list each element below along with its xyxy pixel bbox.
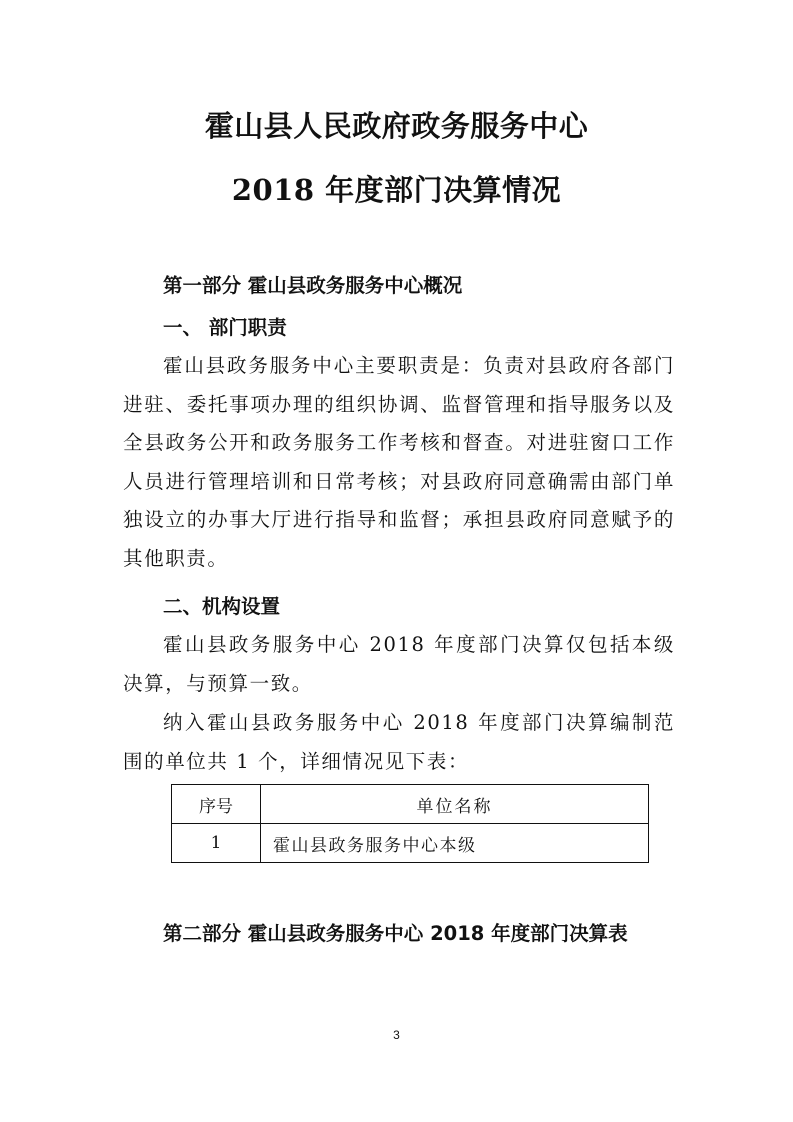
section1-body: 霍山县政务服务中心主要职责是：负责对县政府各部门进驻、委托事项办理的组织协调、监督管理和指导服务以及全县政务公开和政务服务工作考核和督查。对进驻窗口工作人员进行管理培训和日常考核；对县政府同意确需由部门单独设立的办事大厅进行指导和监督；承担县政府同意赋予的其他职责。: [123, 354, 675, 570]
document-title-line2: 2018 年度部门决算情况: [231, 173, 562, 207]
table-cell-unit-name: 霍山县政务服务中心本级: [261, 824, 649, 863]
section1-heading: 一、 部门职责: [163, 316, 287, 339]
part2-heading: 第二部分 霍山县政务服务中心 2018 年度部门决算表: [163, 922, 628, 945]
document-title-line1: 霍山县人民政府政务服务中心: [204, 109, 589, 143]
part1-heading: 第一部分 霍山县政务服务中心概况: [163, 274, 463, 297]
table-cell-index: 1: [172, 824, 261, 863]
table-header-row: [172, 785, 649, 824]
section2-heading: 二、机构设置: [163, 595, 281, 618]
units-table: [171, 784, 649, 863]
table-row: [172, 824, 649, 863]
table-header-index: 序号: [172, 785, 261, 824]
section2-paragraph1: 霍山县政务服务中心 2018 年度部门决算仅包括本级决算，与预算一致。: [123, 633, 675, 695]
section2-paragraph2: 纳入霍山县政务服务中心 2018 年度部门决算编制范围的单位共 1 个，详细情况见下表：: [123, 711, 675, 773]
table-header-unit-name: 单位名称: [261, 785, 649, 824]
page-number: 3: [393, 1028, 400, 1042]
